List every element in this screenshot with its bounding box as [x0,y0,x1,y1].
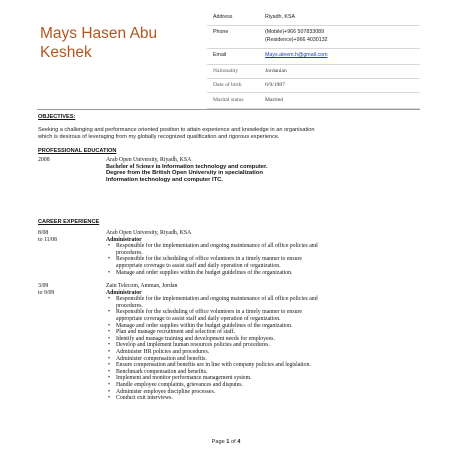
job-duty: • Responsible for the implementation and ongoing maintenance of all office policies and [106,296,418,303]
education-institution: Arab Open University, Riyadh, KSA [106,157,192,163]
job-date-from: 8/08 [38,230,49,236]
education-degree-2-line-1: Degree from the British Open University in specialization [106,170,263,177]
marital-label: Marital status [207,93,257,108]
education-heading: PROFESSIONAL EDUCATION [38,148,117,154]
objectives-heading: OBJECTIVES: [38,114,76,120]
nationality-label: Nationality [207,64,257,78]
job-duty: • Handle employee complaints, grievances and disputes. [106,382,418,389]
job-duty-continuation: procedures. [116,249,143,256]
dob-value: 6/9/1987 [257,79,420,93]
job-duties-list [106,243,418,276]
nationality-row [207,64,420,78]
marital-row [207,93,420,108]
job-date-from: 3/09 [38,283,49,289]
job-duty: • Responsible for the scheduling of office volunteers in a timely manner to ensure [106,309,418,316]
page-number-footer: Page 1 of 4 [211,439,241,445]
job-duty-continuation: procedures. [116,302,143,309]
job-title: Administrator [106,289,142,296]
job-organization: Arab Open University, Riyadh, KSA [106,230,192,236]
job-duty: • Plan and manage recruitment and selection of staff. [106,329,418,336]
experience-heading: CAREER EXPERIENCE [38,219,100,225]
job-duty: • Responsible for the scheduling of office volunteers in a timely manner to ensure [106,256,418,263]
job-duty: • Manage and order supplies within the budget guidelines of the organization. [106,323,418,330]
job-duty-continuation: appropriate coverage to assist staff and daily operation of organization. [116,315,281,322]
objectives-text [38,127,418,142]
email-link[interactable]: Mays.aleem.h@gmail.com [265,52,328,59]
objectives-line-2: which is desirous of leveraging from my globally recognized qualification and rigorous experience. [38,134,280,141]
education-degree-1: Bachelor of Science in Information technology and computer. [106,163,268,170]
phone-label: Phone [207,26,257,49]
job-duty: • Administer HR policies and procedures. [106,349,418,356]
current-page-number: 1 [226,439,230,445]
phone-mobile: (Mobile)+966 507833089 [265,29,325,36]
email-label: Email [207,49,257,64]
job-date-to: to 11/08 [38,236,57,243]
job-duties-list [106,296,418,402]
phone-residence: (Residence)+966 4030132 [265,36,328,43]
address-label: Address [207,11,257,26]
education-date: 2008 [38,157,50,163]
total-page-count: 4 [237,439,241,445]
phone-value [257,26,420,49]
job-duty: • Responsible for the implementation and ongoing maintenance of all office policies and [106,243,418,250]
marital-value: Married [257,93,420,108]
job-duty: • Manage and order supplies within the budget guidelines of the organization. [106,270,418,277]
job-duty: • Administer employee discipline processes. [106,389,418,396]
job-entry [38,283,420,433]
contact-info-table [207,11,420,109]
objectives-line-1: Seeking a challenging and performance oriented position to attain experience and knowledge in an organisation [38,127,315,133]
job-duty-continuation: appropriate coverage to assist staff and daily operation of organization. [116,262,281,269]
candidate-name-line2: Keshek [40,44,92,61]
job-title: Administrator [106,236,142,243]
job-duty: • Identify and manage training and development needs for employees. [106,336,418,343]
dob-row [207,79,420,93]
header-divider [37,109,420,110]
job-duty: • Develop and implement human resources policies and procedures. [106,342,418,349]
job-duty: • Implement and monitor performance management system. [106,375,418,382]
nationality-value: Jordanian [257,64,420,78]
education-degree-2-line-2: Information technology and computer ITC. [106,176,223,183]
email-row [207,49,420,64]
job-duty: • Ensure compensation and benefits are in line with company policies and legislation. [106,362,418,369]
education-entry [38,157,420,197]
address-value: Riyadh, KSA [257,11,420,26]
candidate-name-line1: Mays Hasen Abu [40,25,158,42]
job-duty: • Administer compensation and benefits. [106,356,418,363]
dob-label: Date of birth [207,79,257,93]
phone-row [207,26,420,49]
job-organization: Zain Telecom, Amman, Jordan [106,283,178,289]
job-duty: • Benchmark compensation and benefits. [106,369,418,376]
address-row [207,11,420,26]
job-date-to: to 9/09 [38,289,55,296]
job-entry [38,230,420,280]
job-duty: • Conduct exit interviews. [106,395,418,402]
candidate-name [40,24,210,62]
